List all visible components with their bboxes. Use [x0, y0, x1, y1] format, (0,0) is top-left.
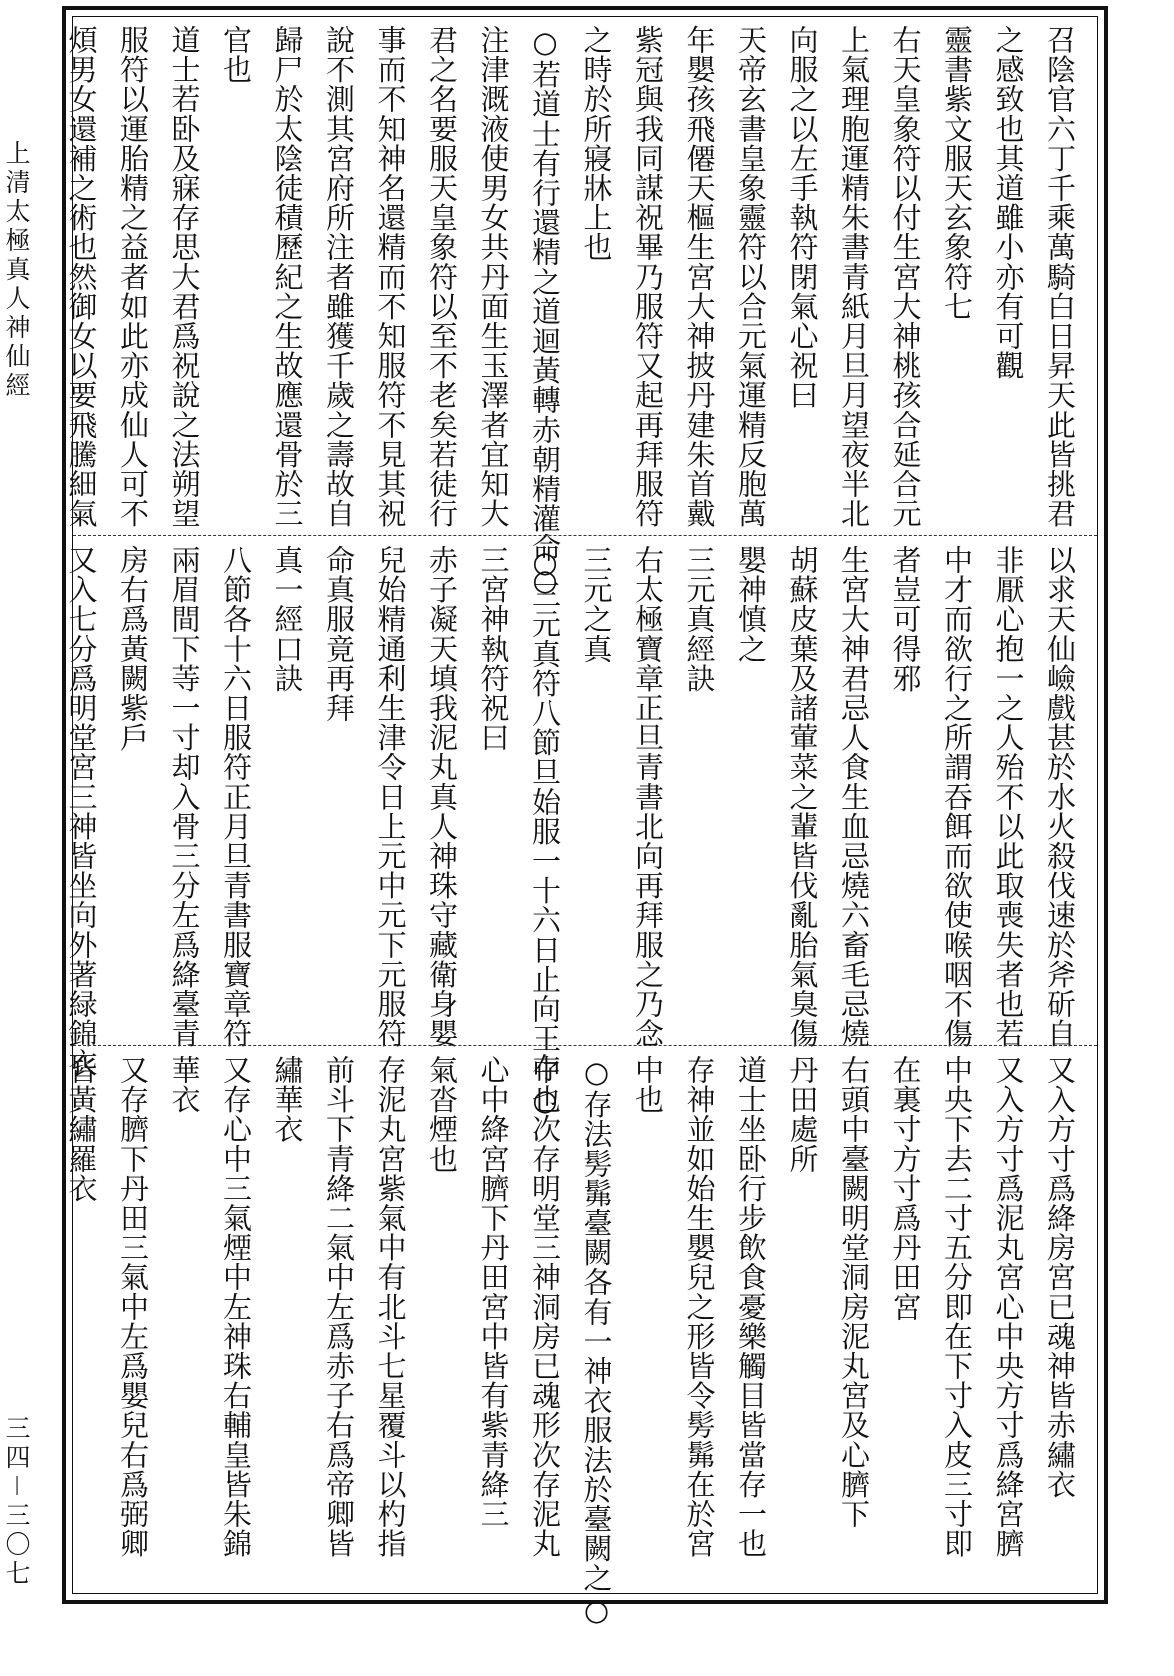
text-column: 說不測其宮府所注者雖獲千歲之壽故自 — [322, 25, 356, 529]
text-column: 繡華衣 — [270, 1055, 305, 1144]
text-column: 右頭中臺闕明堂洞房泥丸宮及心臍下 — [837, 1055, 871, 1529]
text-column: 真一經口訣 — [270, 545, 305, 693]
text-column: 命真服竟再拜 — [322, 545, 356, 723]
text-column: 又存心中三氣煙中左神珠右輔皇皆朱錦 — [219, 1055, 253, 1559]
text-column: ○若道士有行還精之道迴黃轉赤朝精灌命○ — [528, 25, 562, 598]
text-column: 華衣 — [167, 1055, 202, 1115]
text-column: 又入方寸爲泥丸宮心中央方寸爲絳宮臍 — [991, 1055, 1026, 1559]
text-column: 生宮大神君忌人食生血忌燒六畜毛忌燒 — [837, 545, 871, 1049]
text-column: 之感致也其道雖小亦有可觀 — [991, 25, 1026, 381]
text-column: 兒始精通利生津令日上元中元下元服符 — [373, 545, 408, 1049]
text-column: 年嬰孩飛僊天樞生宮大神披丹建朱首戴 — [682, 25, 717, 529]
text-column: 道士若卧及寐存思大君爲祝說之法朔望 — [167, 25, 202, 529]
text-panel-bottom — [64, 1055, 1093, 1628]
text-column: 煩男女還補之術也然御女以要飛騰細氣 — [64, 25, 99, 529]
text-column: 房右爲黃闕紫戶 — [116, 545, 150, 753]
text-column: 非厭心抱一之人殆不以此取喪失者也若 — [991, 545, 1026, 1049]
page-inner-border — [64, 16, 1098, 1628]
text-column: 前斗下青絳二氣中左爲赤子右爲帝卿皆 — [322, 1055, 356, 1559]
text-panel-top — [64, 25, 1093, 598]
page-number: 三四－三〇七 — [2, 1415, 31, 1590]
text-column: 在裏寸方寸爲丹田宮 — [888, 1055, 923, 1322]
text-column: 赤子凝天填我泥丸真人神珠守藏衛身嬰 — [425, 545, 459, 1049]
text-column: 中才而欲行之所謂吞餌而欲使喉咽不傷 — [940, 545, 974, 1049]
text-column: 向服之以左手執符閉氣心祝曰 — [785, 25, 820, 410]
text-column: 又存臍下丹田三氣中左爲嬰兒右爲弼卿 — [116, 1055, 150, 1559]
book-title: 上清太極真人神仙經 — [2, 140, 31, 401]
text-column: 中也 — [631, 1055, 665, 1115]
text-column: 中央下去二寸五分即在下寸入皮三寸即 — [940, 1055, 974, 1559]
text-column: 存泥丸宮紫氣中有北斗七星覆斗以杓指 — [373, 1055, 408, 1559]
text-column: 八節各十六日服符正月旦青書服寶章符 — [219, 545, 253, 1049]
text-column: 上氣理胞運精朱書青紙月旦月望夜半北 — [837, 25, 871, 529]
text-column: 又入七分爲明堂宮三神皆坐向外著緑錦衣 — [64, 545, 99, 1078]
text-column: 三元真經訣 — [682, 545, 717, 693]
text-column: 以求天仙嶮戲甚於水火殺伐速於斧斫自 — [1043, 545, 1077, 1049]
text-column: 中也次存明堂三神洞房已魂形次存泥丸 — [528, 1055, 562, 1559]
text-column: 存神並如始生嬰兒之形皆令髣髴在於宮 — [682, 1055, 717, 1559]
text-column: 氣沓煙也 — [425, 1055, 459, 1174]
text-column: 召陰官六丁千乘萬騎白日昇天此皆挑君 — [1043, 25, 1077, 529]
text-column: ○存法髣髴臺闕各有一神衣服法於臺闕之○ — [579, 1055, 614, 1628]
text-column: 紫冠與我同謀祝畢乃服符又起再拜服符 — [631, 25, 665, 529]
page-frame — [62, 6, 1108, 1628]
panel-divider — [73, 1045, 1097, 1046]
text-column: 皆黃繡羅衣 — [64, 1055, 99, 1203]
text-column: 丹田處所 — [785, 1055, 820, 1174]
text-column: 注津溉液使男女共丹面生玉澤者宜知大 — [476, 25, 511, 529]
text-column: 又入方寸爲絳房宮已魂神皆赤繡衣 — [1043, 1055, 1077, 1499]
text-column: 歸尸於太陰徒積歷紀之生故應還骨於三 — [270, 25, 305, 529]
text-column: 靈書紫文服天玄象符七 — [940, 25, 974, 321]
text-column: 服符以運胎精之益者如此亦成仙人可不 — [116, 25, 150, 529]
text-column: 君之名要服天皇象符以至不老矣若徒行 — [425, 25, 459, 529]
text-column: 右太極寶章正旦青書北向再拜服之乃念 — [631, 545, 665, 1049]
text-column: 三宮神執符祝曰 — [476, 545, 511, 753]
text-column: 之時於所寢牀上也 — [579, 25, 614, 262]
text-column: 官也 — [219, 25, 253, 85]
text-column: 心中絳宮臍下丹田宮中皆有紫青絳三 — [476, 1055, 511, 1529]
column-group — [64, 25, 1093, 598]
text-column: 三元之真 — [579, 545, 614, 664]
column-group — [64, 1055, 1093, 1628]
text-column: 右天皇象符以付生宮大神桃孩合延合元 — [888, 25, 923, 529]
text-column: 道士坐卧行步飲食憂樂觸目皆當存一也 — [734, 1055, 768, 1559]
text-column: 事而不知神名還精而不知服符不見其祝 — [373, 25, 408, 529]
text-column: 兩眉間下䓁一寸却入骨三分左爲絳臺青 — [167, 545, 202, 1049]
panel-divider — [73, 535, 1097, 536]
text-column: 胡蘇皮葉及諸葷菜之輩皆伐亂胎氣臭傷 — [785, 545, 820, 1049]
text-column: 嬰神慎之 — [734, 545, 768, 664]
text-column: ○三元真符八節旦始服一十六日止向王存○ — [528, 545, 562, 1118]
text-column: 天帝玄書皇象靈符以合元氣運精反胞萬 — [734, 25, 768, 529]
text-column: 者豈可得邪 — [888, 545, 923, 693]
